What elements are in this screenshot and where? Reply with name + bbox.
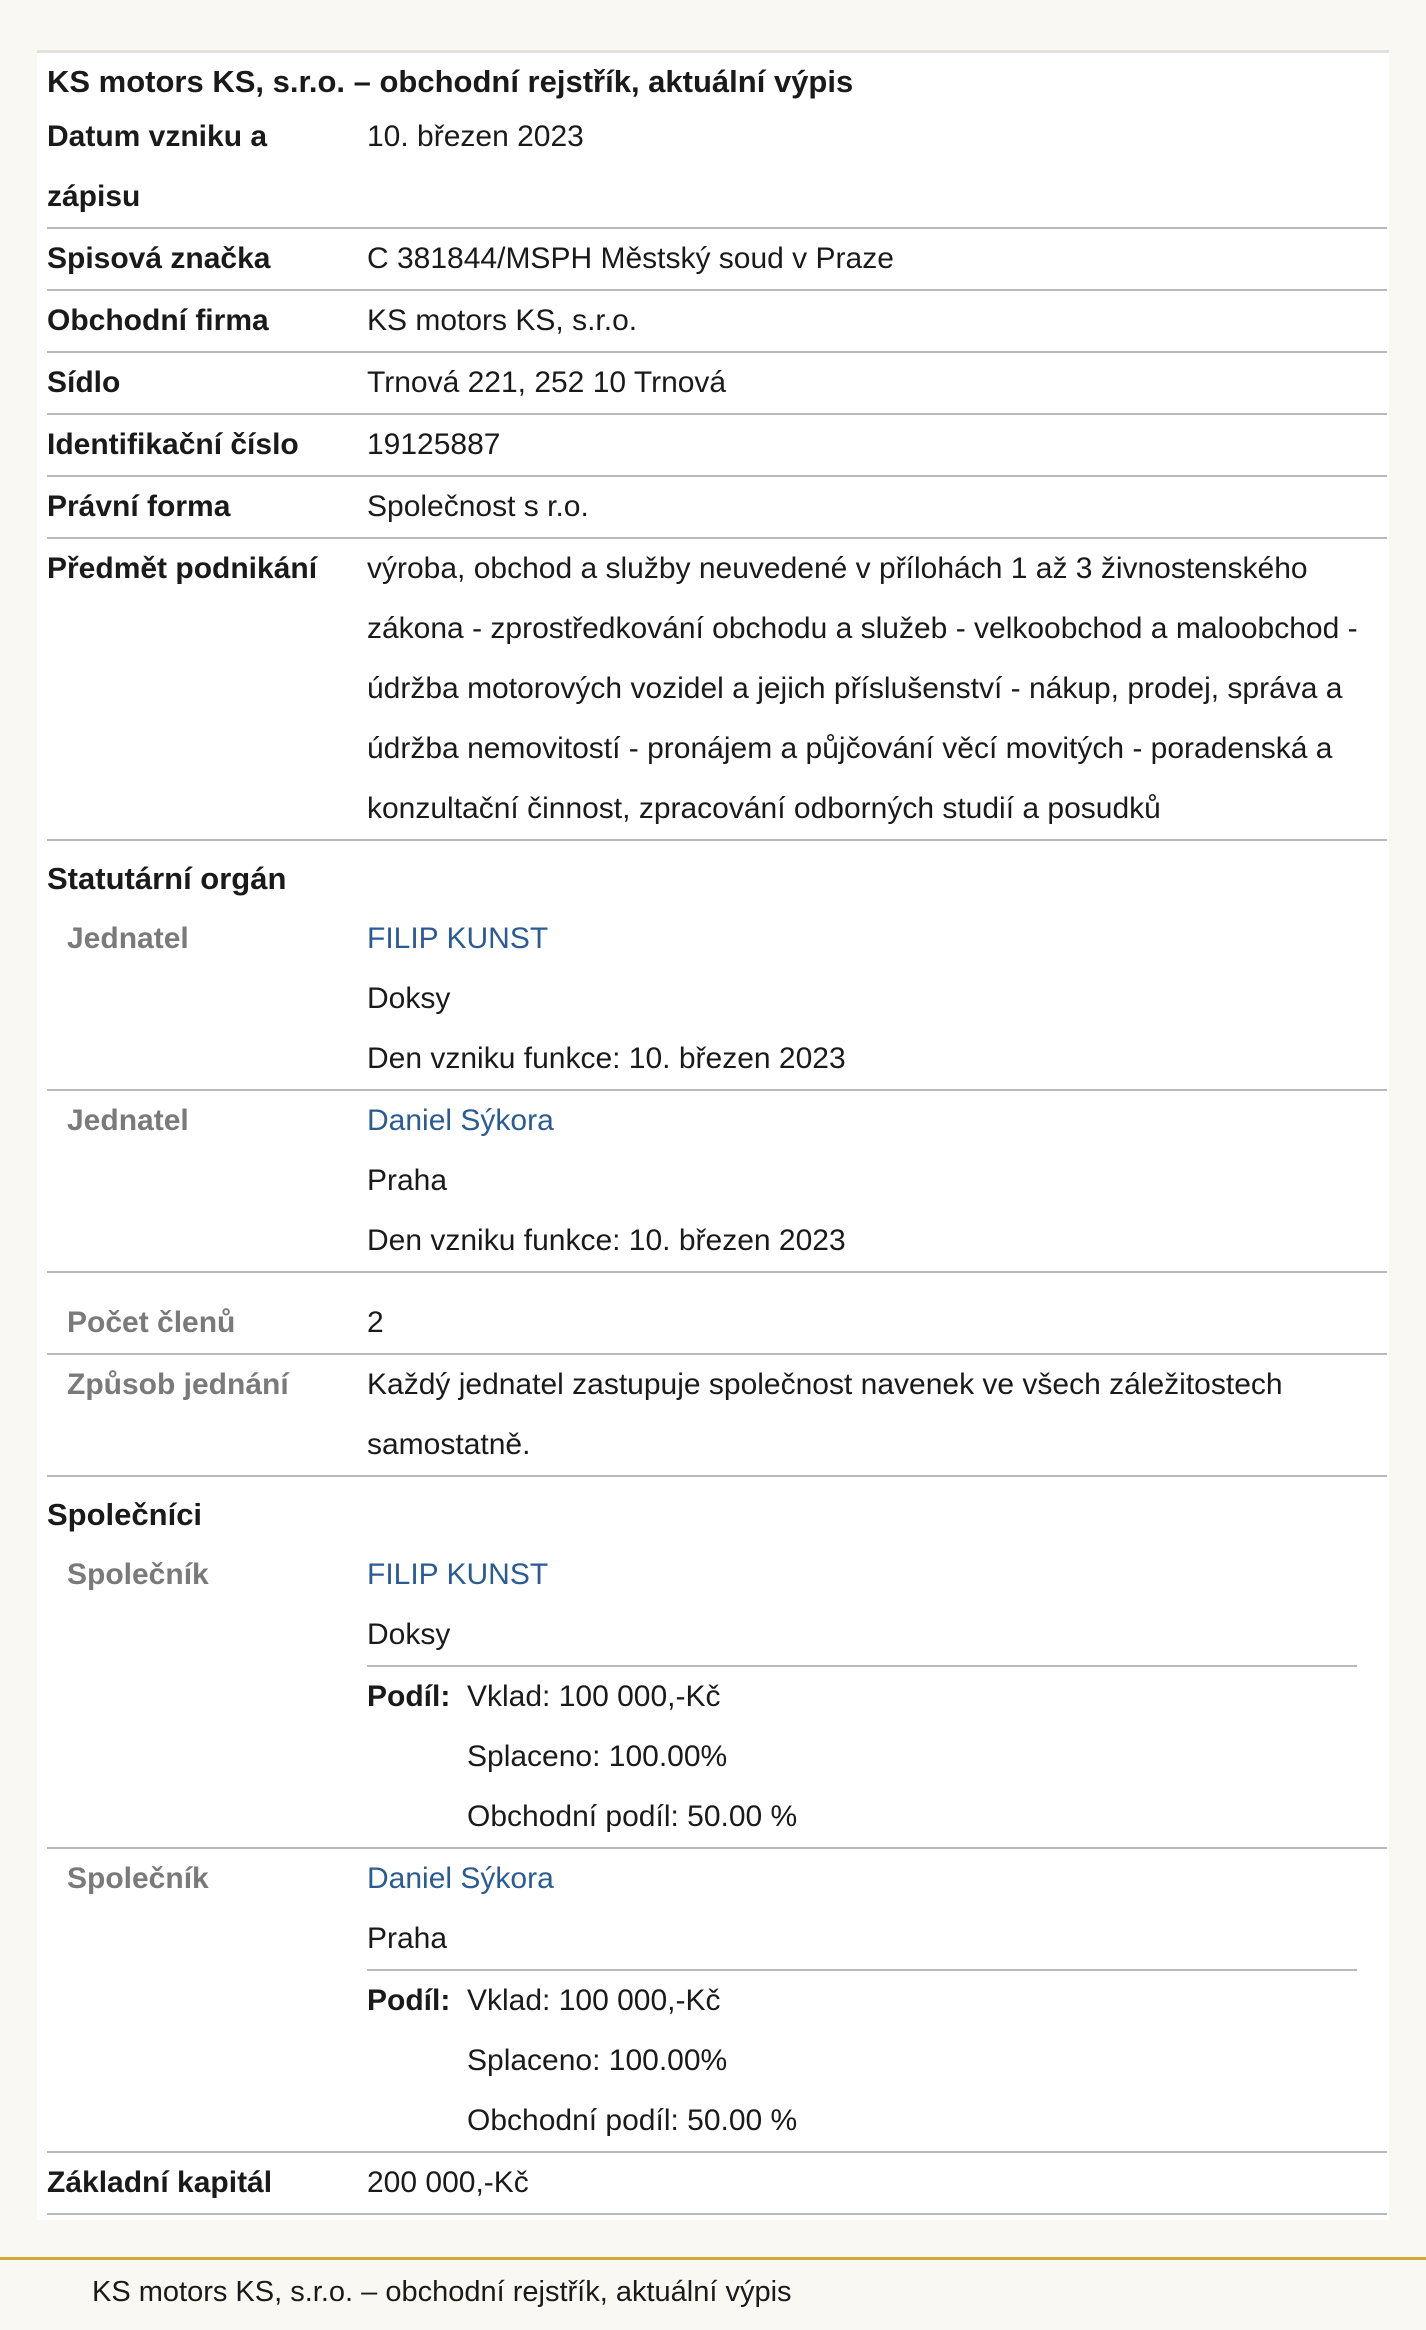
value-pravni-forma: Společnost s r.o. bbox=[367, 490, 589, 523]
member-city: Praha bbox=[367, 1164, 448, 1197]
section-spolecnici: Společníci bbox=[47, 1497, 203, 1532]
label-ico: Identifikační číslo bbox=[47, 428, 299, 461]
share-label: Podíl: bbox=[367, 1984, 451, 2017]
share-label: Podíl: bbox=[367, 1680, 451, 1713]
label-obchodni-firma: Obchodní firma bbox=[47, 304, 269, 337]
predmet-line: konzultační činnost, zpracování odborných studií a posudků bbox=[367, 792, 1161, 825]
value-ico: 19125887 bbox=[367, 428, 501, 461]
row-ico bbox=[47, 415, 1387, 477]
share-details bbox=[467, 1667, 797, 1847]
member-row bbox=[47, 909, 1387, 1091]
partner-details bbox=[367, 1545, 1387, 1847]
partner-details bbox=[367, 1849, 1387, 2151]
row-pocet-clenu bbox=[47, 1273, 1387, 1355]
value-sidlo: Trnová 221, 252 10 Trnová bbox=[367, 366, 727, 399]
member-role: Jednatel bbox=[67, 1104, 189, 1137]
label-datum-vzniku bbox=[47, 107, 367, 227]
label-pocet-clenu: Počet členů bbox=[67, 1306, 236, 1339]
member-since: Den vzniku funkce: 10. březen 2023 bbox=[367, 1224, 846, 1257]
member-details bbox=[367, 909, 1387, 1089]
label-predmet-podnikani: Předmět podnikání bbox=[47, 552, 318, 585]
partner-role: Společník bbox=[67, 1558, 209, 1591]
member-name-link[interactable]: FILIP KUNST bbox=[367, 922, 549, 955]
predmet-line: údržba motorových vozidel a jejich příslušenství - nákup, prodej, správa a bbox=[367, 672, 1343, 705]
footer-divider bbox=[0, 2257, 1426, 2260]
value-predmet-podnikani bbox=[367, 539, 1387, 839]
member-city: Doksy bbox=[367, 982, 451, 1015]
partner-city: Doksy bbox=[367, 1618, 451, 1651]
row-obchodni-firma bbox=[47, 291, 1387, 353]
extract-content bbox=[47, 53, 1389, 2215]
share-obchodni-podil: Obchodní podíl: 50.00 % bbox=[467, 2104, 798, 2137]
value-obchodni-firma: KS motors KS, s.r.o. bbox=[367, 304, 638, 337]
member-role: Jednatel bbox=[67, 922, 189, 955]
predmet-line: zákona - zprostředkování obchodu a služeb - velkoobchod a maloobchod - bbox=[367, 612, 1358, 645]
member-name-link[interactable]: Daniel Sýkora bbox=[367, 1104, 554, 1137]
member-row bbox=[47, 1091, 1387, 1273]
label-datum-line2: zápisu bbox=[47, 180, 141, 213]
predmet-line: údržba nemovitostí - pronájem a půjčování věcí movitých - poradenská a bbox=[367, 732, 1333, 765]
share-splaceno: Splaceno: 100.00% bbox=[467, 1740, 728, 1773]
label-zpusob-jednani: Způsob jednání bbox=[67, 1368, 289, 1401]
share-vklad: Vklad: 100 000,-Kč bbox=[467, 1984, 721, 2017]
page-title: KS motors KS, s.r.o. – obchodní rejstřík, aktuální výpis bbox=[47, 64, 854, 99]
partner-row bbox=[47, 1545, 1387, 1849]
label-zakladni-kapital: Základní kapitál bbox=[47, 2166, 273, 2199]
row-spisova-znacka bbox=[47, 229, 1387, 291]
partner-name-link[interactable]: Daniel Sýkora bbox=[367, 1862, 554, 1895]
zpusob-line: samostatně. bbox=[367, 1428, 531, 1461]
share-obchodni-podil: Obchodní podíl: 50.00 % bbox=[467, 1800, 798, 1833]
partner-role: Společník bbox=[67, 1862, 209, 1895]
share-vklad: Vklad: 100 000,-Kč bbox=[467, 1680, 721, 1713]
member-details bbox=[367, 1091, 1387, 1271]
row-predmet-podnikani bbox=[47, 539, 1387, 841]
row-zakladni-kapital bbox=[47, 2153, 1387, 2215]
label-spisova-znacka: Spisová značka bbox=[47, 242, 271, 275]
section-statutarni-organ: Statutární orgán bbox=[47, 861, 287, 896]
partner-row bbox=[47, 1849, 1387, 2153]
predmet-line: výroba, obchod a služby neuvedené v přílohách 1 až 3 živnostenského bbox=[367, 552, 1308, 585]
partner-name-link[interactable]: FILIP KUNST bbox=[367, 1558, 549, 1591]
member-since: Den vzniku funkce: 10. březen 2023 bbox=[367, 1042, 846, 1075]
share-splaceno: Splaceno: 100.00% bbox=[467, 2044, 728, 2077]
label-pravni-forma: Právní forma bbox=[47, 490, 231, 523]
partner-city: Praha bbox=[367, 1922, 448, 1955]
value-pocet-clenu: 2 bbox=[367, 1306, 384, 1339]
row-datum-vzniku bbox=[47, 107, 1387, 229]
partner-share bbox=[367, 1665, 1357, 1847]
partner-share bbox=[367, 1969, 1357, 2151]
share-details bbox=[467, 1971, 797, 2151]
row-pravni-forma bbox=[47, 477, 1387, 539]
row-sidlo bbox=[47, 353, 1387, 415]
value-zpusob-jednani bbox=[367, 1355, 1387, 1475]
value-zakladni-kapital: 200 000,-Kč bbox=[367, 2166, 529, 2199]
value-spisova-znacka: C 381844/MSPH Městský soud v Praze bbox=[367, 242, 894, 275]
row-zpusob-jednani bbox=[47, 1355, 1387, 1477]
footer-title: KS motors KS, s.r.o. – obchodní rejstřík, aktuální výpis bbox=[92, 2276, 792, 2308]
value-datum-vzniku: 10. březen 2023 bbox=[367, 120, 584, 153]
label-datum-line1: Datum vzniku a bbox=[47, 120, 268, 153]
label-sidlo: Sídlo bbox=[47, 366, 121, 399]
extract-card bbox=[37, 50, 1389, 2220]
zpusob-line: Každý jednatel zastupuje společnost navenek ve všech záležitostech bbox=[367, 1368, 1283, 1401]
